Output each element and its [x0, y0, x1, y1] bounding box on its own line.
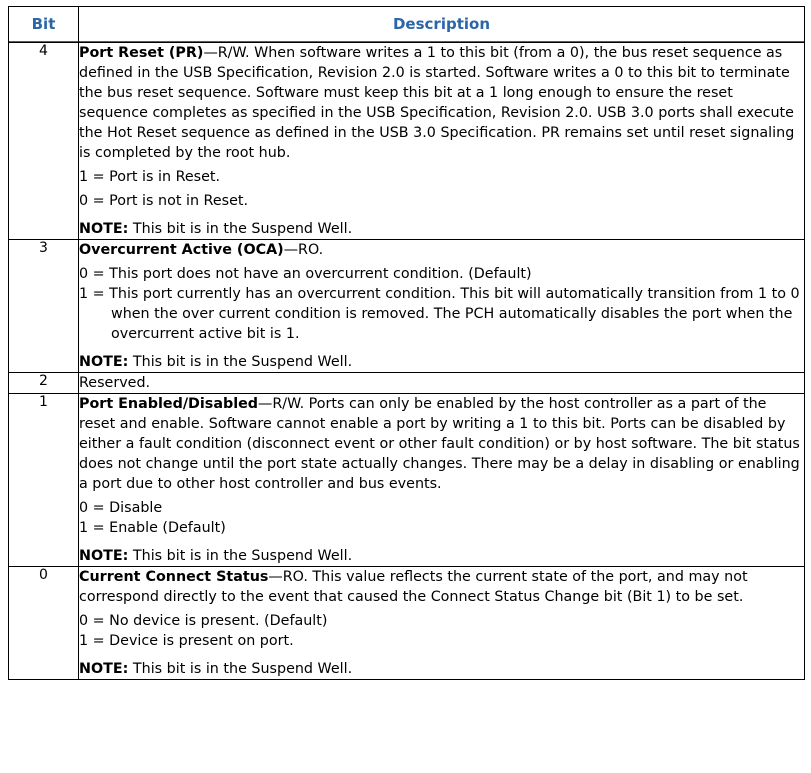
bit-number: 1	[9, 394, 79, 567]
field-title: Overcurrent Active (OCA)	[79, 242, 284, 258]
field-body: —RO.	[283, 242, 324, 258]
bit-description	[79, 43, 805, 240]
bit-description	[79, 394, 805, 567]
field-body: —R/W. Ports can only be enabled by the host controller as a part of the reset and enable. Software cannot enable a port by writing a 1 to this bit. Ports can be disabled by either a fault condition (disconnect event or other fault condition) or by host software. The bit status does not change until the port state actually changes. There may be a delay in disabling or enabling a port due to other host controller and bus events.	[79, 396, 800, 492]
bit-description	[79, 240, 805, 373]
table-header-row	[9, 7, 805, 43]
note	[79, 219, 804, 239]
value-line: 1 = Port is in Reset.	[79, 169, 221, 185]
table-row	[9, 394, 805, 567]
field-title: Port Reset (PR)	[79, 45, 204, 61]
field-title: Port Enabled/Disabled	[79, 396, 259, 412]
bit-description	[79, 373, 805, 394]
bit-number: 4	[9, 43, 79, 240]
note-text: This bit is in the Suspend Well.	[128, 548, 353, 564]
reserved-text: Reserved.	[79, 375, 151, 391]
table-row	[9, 240, 805, 373]
note-label: NOTE:	[79, 548, 129, 564]
value-line: 0 = No device is present. (Default)	[79, 613, 328, 629]
note-label: NOTE:	[79, 221, 129, 237]
bit-column-header: Bit	[9, 7, 79, 43]
note-label: NOTE:	[79, 661, 129, 677]
value-line: 1 = Device is present on port.	[79, 633, 294, 649]
bit-number: 2	[9, 373, 79, 394]
note	[79, 659, 804, 679]
note-text: This bit is in the Suspend Well.	[128, 661, 353, 677]
note-text: This bit is in the Suspend Well.	[128, 221, 353, 237]
note	[79, 352, 804, 372]
bit-number: 0	[9, 567, 79, 680]
bit-number: 3	[9, 240, 79, 373]
value-line: 0 = Disable	[79, 500, 163, 516]
value-line: 0 = This port does not have an overcurrent condition. (Default)	[79, 266, 532, 282]
description-column-header: Description	[79, 7, 805, 43]
note-text: This bit is in the Suspend Well.	[128, 354, 353, 370]
field-body: —R/W. When software writes a 1 to this bit (from a 0), the bus reset sequence as defined in the USB Specification, Revision 2.0 is started. Software writes a 0 to this bit to terminate the bus reset sequence. Software must keep this bit at a 1 long enough to ensure the reset sequence completes as specified in the USB Specification, Revision 2.0. USB 3.0 ports shall execute the Hot Reset sequence as defined in the USB 3.0 Specification. PR remains set until reset signaling is completed by the root hub.	[79, 45, 795, 161]
table-row	[9, 43, 805, 240]
note	[79, 546, 804, 566]
bit-description	[79, 567, 805, 680]
table-row	[9, 373, 805, 394]
field-body: —RO. This value reflects the current state of the port, and may not correspond directly to the event that caused the Connect Status Change bit (Bit 1) to be set.	[79, 569, 748, 605]
value-line: 1 = This port currently has an overcurrent condition. This bit will automatically transition from 1 to 0 when the over current condition is removed. The PCH automatically disables the port when the overcurrent active bit is 1.	[79, 286, 800, 342]
note-label: NOTE:	[79, 354, 129, 370]
table-row	[9, 567, 805, 680]
value-line: 0 = Port is not in Reset.	[79, 193, 249, 209]
field-title: Current Connect Status	[79, 569, 269, 585]
value-line: 1 = Enable (Default)	[79, 520, 226, 536]
register-bit-table	[8, 6, 805, 680]
